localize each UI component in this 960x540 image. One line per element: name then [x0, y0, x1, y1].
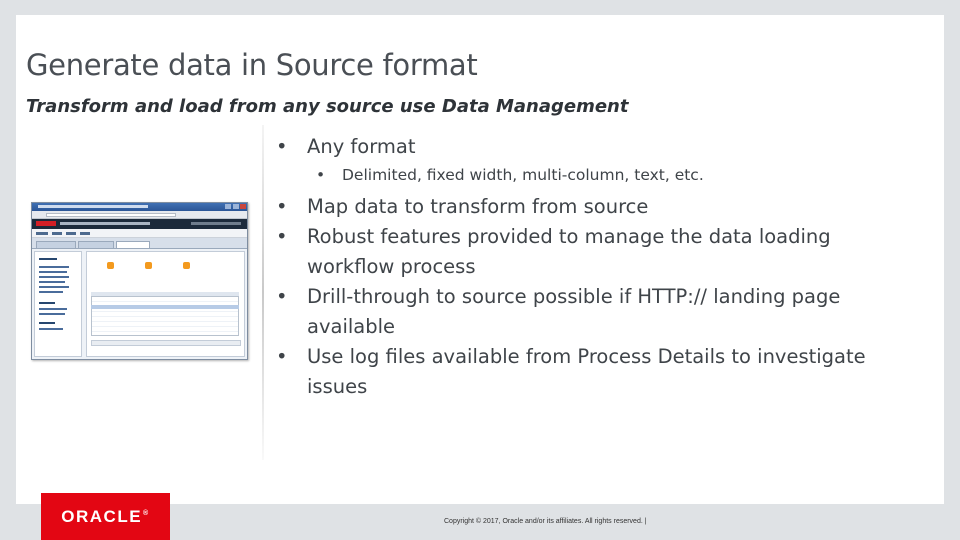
window-titlebar: [32, 203, 247, 211]
sub-bullet-item: • Delimited, fixed width, multi-column, text, etc.: [276, 162, 876, 188]
bullet-dot-icon: •: [276, 195, 288, 218]
address-bar: [32, 211, 247, 219]
slide-subtitle: Transform and load from any source use Data Management: [26, 96, 629, 117]
bullet-list: [276, 132, 876, 402]
bullet-item: • Robust features provided to manage the data loading workflow process: [276, 222, 876, 282]
grid-pager: [91, 340, 241, 346]
bullet-item: • Use log files available from Process Details to investigate issues: [276, 342, 876, 402]
app-header: [32, 219, 247, 229]
bullet-dot-icon: •: [276, 345, 288, 368]
task-pane: [34, 251, 82, 357]
data-grid: [91, 296, 239, 336]
app-menu: [32, 229, 247, 238]
vertical-divider: [262, 125, 264, 460]
bullet-item: • Any format: [276, 132, 876, 162]
bullet-dot-icon: •: [316, 166, 326, 184]
copyright-notice: Copyright © 2017, Oracle and/or its affiliates. All rights reserved. |: [444, 518, 647, 525]
bullet-dot-icon: •: [276, 225, 288, 248]
workbench-pane: [86, 251, 245, 357]
app-tabs: [32, 238, 247, 249]
bullet-dot-icon: •: [276, 135, 288, 158]
slide-title: Generate data in Source format: [26, 48, 478, 82]
bullet-item: • Drill-through to source possible if HTTP:// landing page available: [276, 282, 876, 342]
bullet-item: • Map data to transform from source: [276, 192, 876, 222]
oracle-logo: ORACLE®: [41, 493, 170, 540]
data-management-screenshot: [31, 202, 248, 360]
bullet-dot-icon: •: [276, 285, 288, 308]
